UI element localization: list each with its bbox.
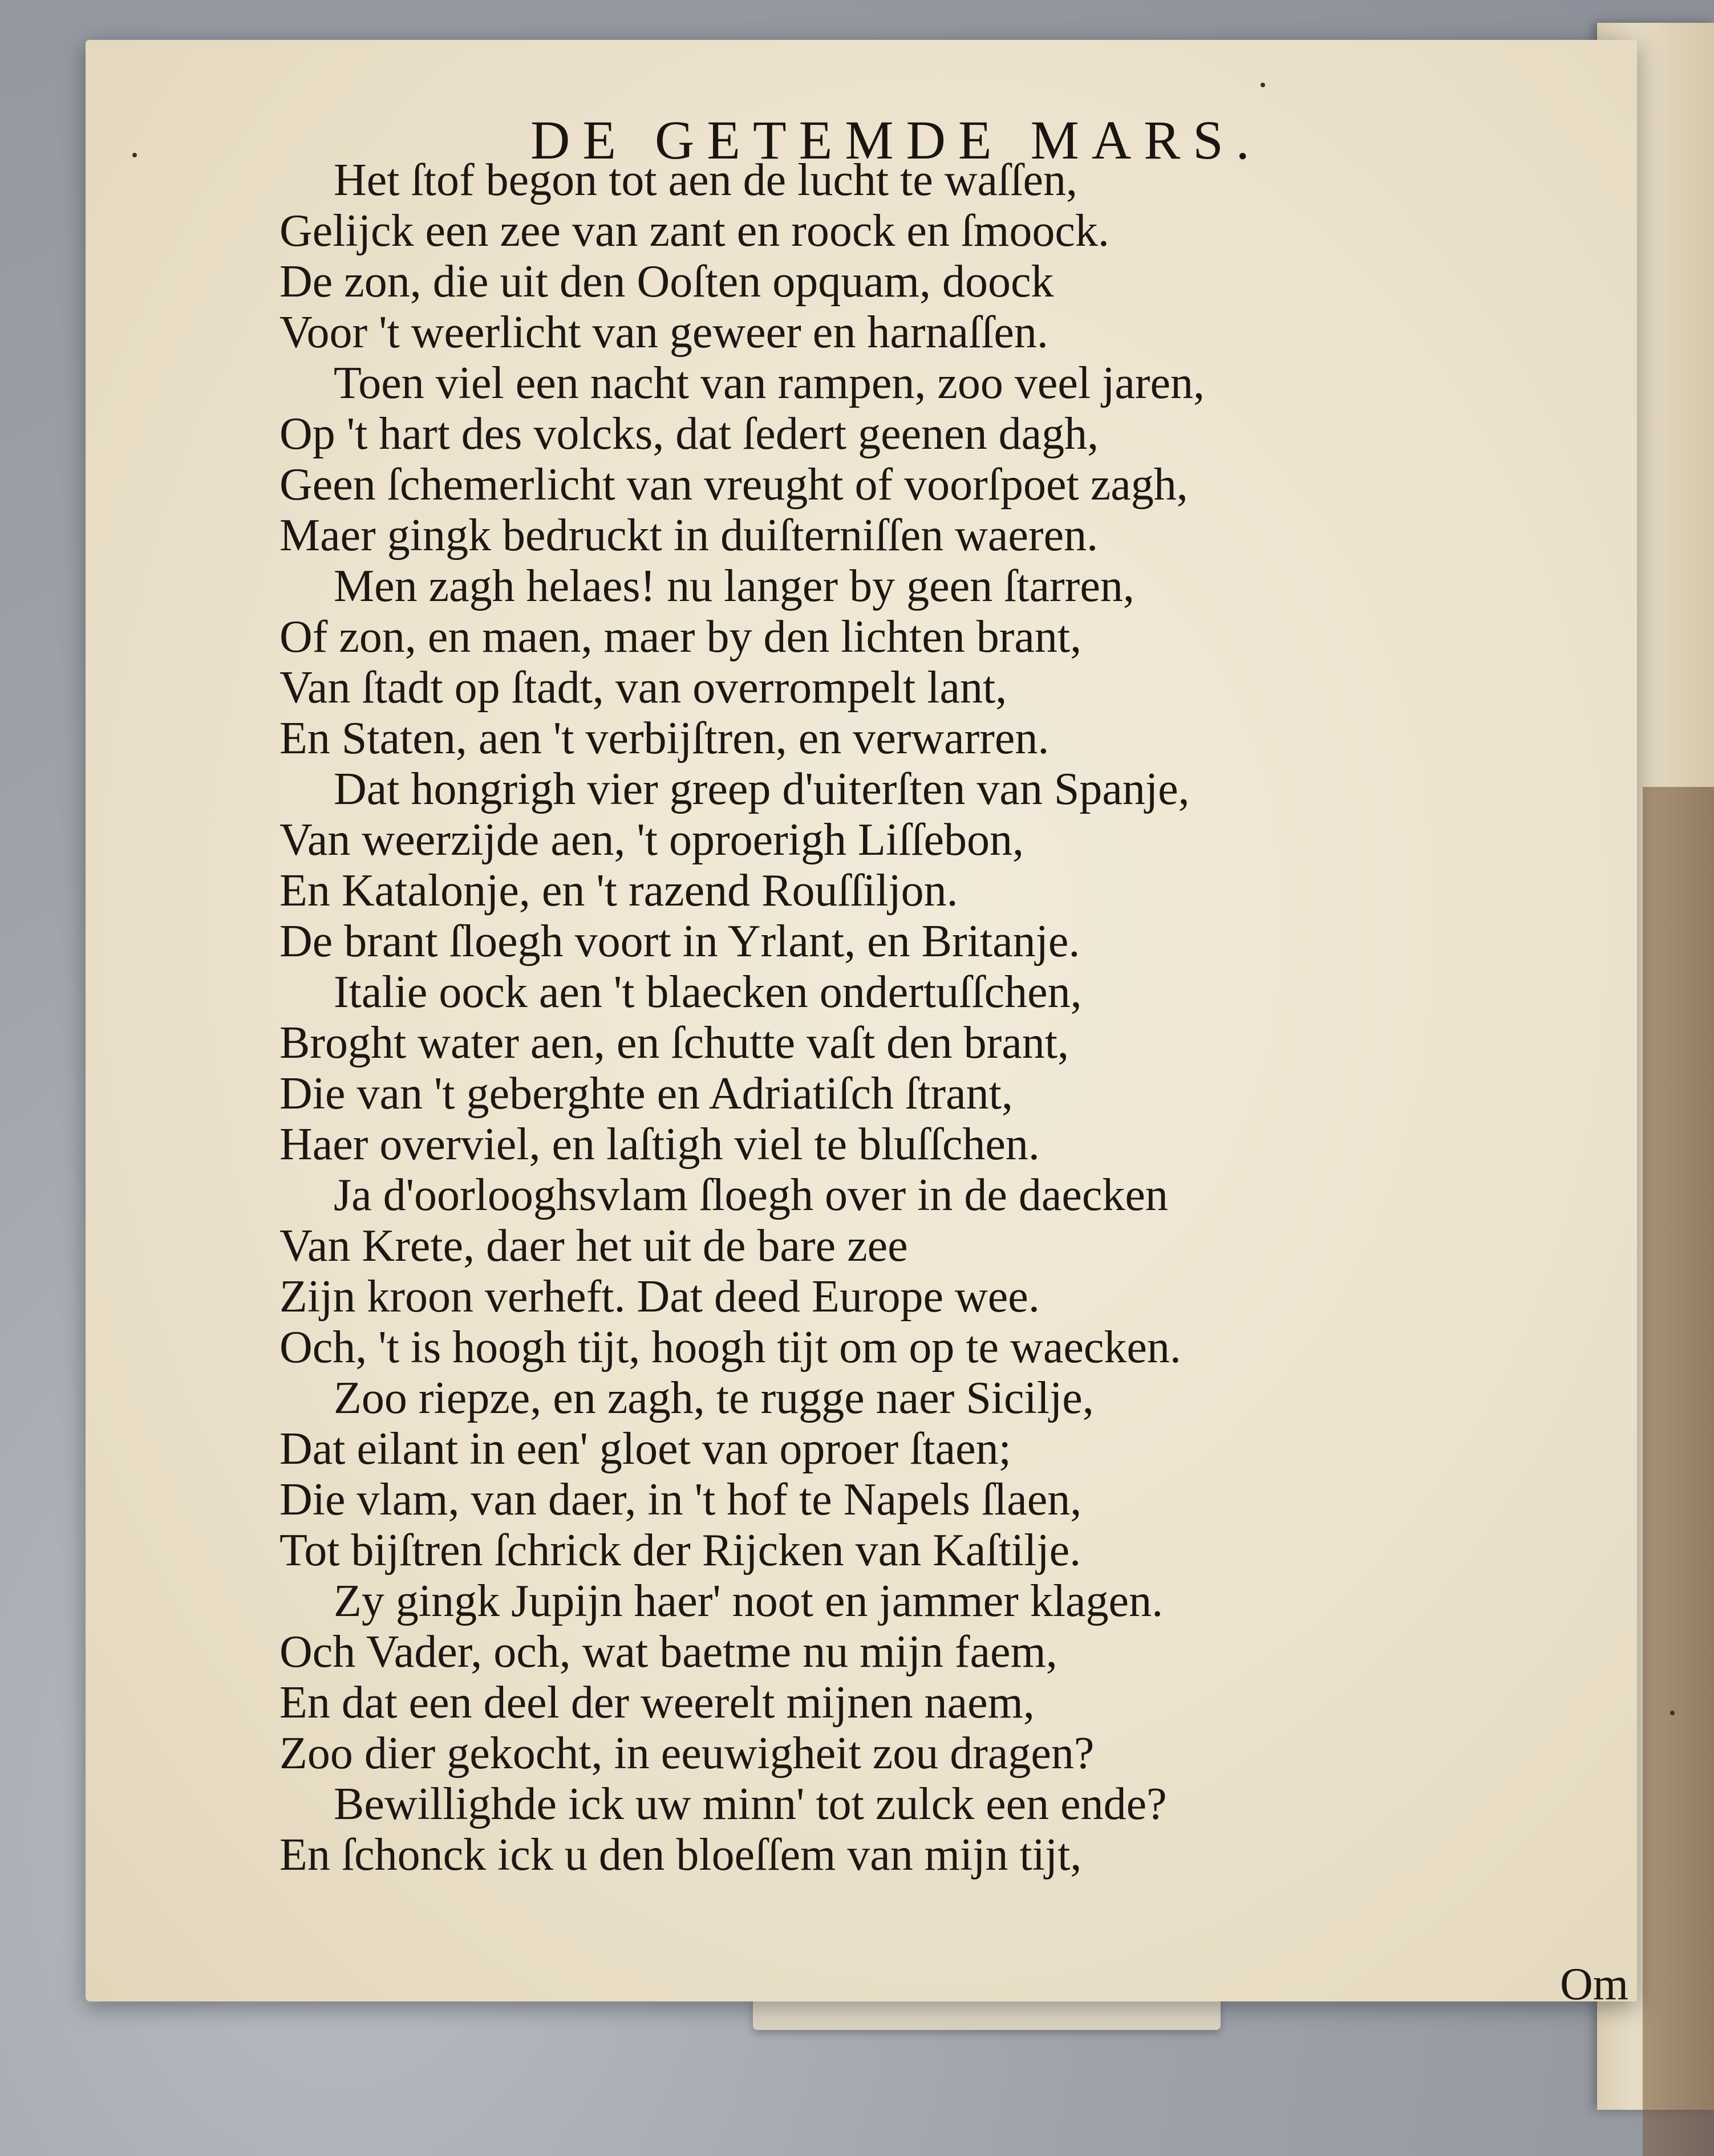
catchword: Om	[1560, 1959, 1628, 2009]
poem-line: De zon, die uit den Ooſten opquam, doock	[279, 257, 1054, 307]
poem-line: En dat een deel der weerelt mijnen naem,	[279, 1678, 1035, 1728]
poem-line: En ſchonck ick u den bloeſſem van mijn tijt,	[279, 1830, 1082, 1880]
poem-line: Dat eilant in een' gloet van oproer ſtaen;	[279, 1424, 1011, 1474]
ink-speck	[132, 153, 137, 157]
poem-line: Zoo riepze, en zagh, te rugge naer Sicilje,	[334, 1373, 1094, 1423]
poem-line: Tot bijſtren ſchrick der Rijcken van Kaſtilje.	[279, 1525, 1081, 1576]
poem-line: Gelijck een zee van zant en roock en ſmoock.	[279, 206, 1109, 256]
poem-line: Haer overviel, en laſtigh viel te bluſſchen.	[279, 1119, 1040, 1170]
poem-line: Het ſtof begon tot aen de lucht te waſſen,	[334, 155, 1078, 205]
poem-line: Ja d'oorlooghsvlam ſloegh over in de daecken	[334, 1170, 1168, 1220]
poem-line: Italie oock aen 't blaecken ondertuſſchen,	[334, 967, 1082, 1017]
poem-line: Maer gingk bedruckt in duiſterniſſen waeren.	[279, 510, 1099, 561]
poem-line: Zoo dier gekocht, in eeuwigheit zou dragen?	[279, 1728, 1095, 1779]
poem-line: Geen ſchemerlicht van vreught of voorſpoet zagh,	[279, 460, 1188, 510]
book-spine	[1643, 787, 1714, 2156]
poem-line: Van Krete, daer het uit de bare zee	[279, 1221, 908, 1271]
poem-line: Broght water aen, en ſchutte vaſt den brant,	[279, 1018, 1069, 1068]
poem-line: Men zagh helaes! nu langer by geen ſtarren,	[334, 561, 1134, 611]
poem-line: Van ſtadt op ſtadt, van overrompelt lant,	[279, 663, 1007, 713]
running-head: DE GETEMDE MARS.	[530, 109, 1262, 170]
ink-speck	[1261, 83, 1265, 87]
poem-line: Zijn kroon verheft. Dat deed Europe wee.	[279, 1272, 1040, 1322]
poem-line: Dat hongrigh vier greep d'uiterſten van Spanje,	[334, 764, 1190, 814]
poem-line: Voor 't weerlicht van geweer en harnaſſen.	[279, 307, 1048, 358]
poem-line: Och, 't is hoogh tijt, hoogh tijt om op te waecken.	[279, 1322, 1181, 1373]
poem-line: Toen viel een nacht van rampen, zoo veel jaren,	[334, 358, 1205, 408]
poem-line: Van weerzijde aen, 't oproerigh Liſſebon,	[279, 815, 1024, 865]
poem-line: En Staten, aen 't verbijſtren, en verwarren.	[279, 713, 1050, 764]
poem-text	[279, 155, 1420, 1881]
poem-line: Of zon, en maen, maer by den lichten brant,	[279, 612, 1082, 662]
poem-line: De brant ſloegh voort in Yrlant, en Britanje.	[279, 916, 1080, 967]
ink-speck	[1670, 1711, 1675, 1715]
poem-line: Op 't hart des volcks, dat ſedert geenen dagh,	[279, 409, 1099, 459]
poem-line: Die van 't geberghte en Adriatiſch ſtrant,	[279, 1069, 1013, 1119]
poem-line: Die vlam, van daer, in 't hof te Napels ſlaen,	[279, 1475, 1082, 1525]
poem-line: Och Vader, och, wat baetme nu mijn faem,	[279, 1627, 1057, 1677]
poem-line: En Katalonje, en 't razend Rouſſiljon.	[279, 866, 958, 916]
poem-line: Bewillighde ick uw minn' tot zulck een ende?	[334, 1779, 1167, 1829]
poem-line: Zy gingk Jupijn haer' noot en jammer klagen.	[334, 1576, 1164, 1626]
